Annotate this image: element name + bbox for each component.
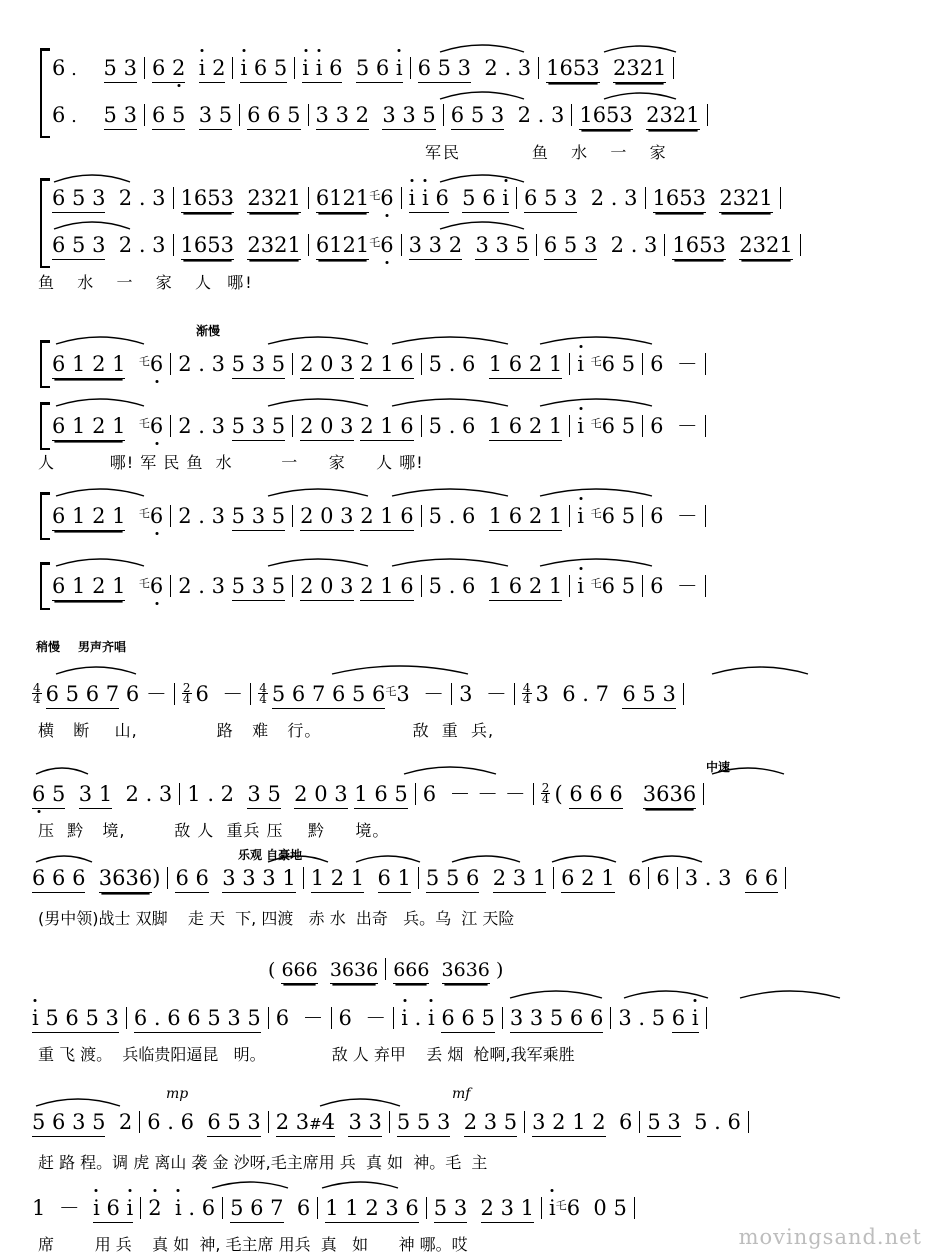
system-9-notes: 1 － i 6 i 2 i . 6 5 6 7 6 1 1 2 3 6 5 3 2 3 1 $i^乇6$ 0 5 bbox=[32, 1192, 642, 1222]
dynamic-mp: mp bbox=[166, 1086, 189, 1102]
system-2-upper-notes: 6 5 3 2 . 3 1653 2321 $6121^乇6$ i i 6 5 6 i 6 5 3 2 . 3 1653 2321 bbox=[52, 186, 788, 210]
system-7-lyrics: 重 飞 渡。 兵临贵阳逼昆 明。 敌 人 弃甲 丢 烟 枪啊,我军乘胜 bbox=[38, 1045, 575, 1064]
system-brace-5 bbox=[40, 492, 42, 540]
system-5-notes: 6 5 3 1 2 . 3 1 . 2 3 5 2 0 3 1 6 5 6 － － － 2 4 ( 6 6 6 3636 bbox=[32, 778, 711, 808]
expression-mark-leguan-zihaodi: 乐观 自豪地 bbox=[238, 848, 303, 862]
system-3-lyrics: 人 哪! 军 民 鱼 水 一 家 人 哪! bbox=[38, 453, 424, 472]
system-3-voice-3-notes: 6 1 2 1 $^乇$6 2 . 3 5 3 5 2 0 3 2 1 6 5 . 6 1 6 2 1 i $^乇$6 5 6 － bbox=[52, 500, 713, 530]
system-3-voice-2-notes: 6 1 2 1 $^乇$6 2 . 3 5 3 5 2 0 3 2 1 6 5 . 6 1 6 2 1 i $^乇$6 5 6 － bbox=[52, 410, 713, 440]
tempo-mark-zhongsu: 中速 bbox=[706, 760, 731, 774]
system-4-lyrics: 横 断 山, 路 难 行。 敌 重 兵, bbox=[38, 721, 495, 740]
system-6-notes: 6 6 6 3636) 6 6 3 3 3 1 1 2 1 6 1 5 5 6 2 3 1 6 2 1 6 6 3 . 3 6 6 bbox=[32, 866, 793, 890]
system-6-lyrics: (男中领)战士 双脚 走 天 下, 四渡 赤 水 出奇 兵。乌 江 天险 bbox=[38, 909, 515, 928]
system-1-upper-notes: 6 . 5 3 6 2 i 2 i 6 5 i i 6 5 6 i 6 5 3 2 . 3 1653 2321 bbox=[52, 56, 681, 80]
system-brace-2 bbox=[40, 178, 42, 268]
dynamic-mf: mf bbox=[452, 1086, 471, 1102]
system-8-lyrics: 赶 路 程。调 虎 离山 袭 金 沙呀,毛主席用 兵 真 如 神。毛 主 bbox=[38, 1153, 488, 1172]
system-4-notes: 4 4 6 5 6 7 6 － 2 4 6 － 4 4 5 6 7 6 5 $6^乇3 - 3$ － 4 4 3 6 . 7 6 5 3 bbox=[32, 678, 691, 708]
system-5-lyrics: 压 黔 境, 敌 人 重兵 压 黔 境。 bbox=[38, 821, 390, 840]
system-3-voice-4-notes: 6 1 2 1 $^乇$6 2 . 3 5 3 5 2 0 3 2 1 6 5 . 6 1 6 2 1 i $^乇$6 5 6 － bbox=[52, 570, 713, 600]
system-7-interlude: ( 666 3636 666 3636 ) bbox=[268, 958, 503, 981]
system-7-notes: i 5 6 5 3 6 . 6 6 5 3 5 6 － 6 － i . i 6 6 5 3 3 5 6 6 3 . 5 6 i bbox=[32, 1002, 714, 1032]
system-9-lyrics: 席 用 兵 真 如 神, 毛主席 用兵 真 如 神 哪。哎 bbox=[38, 1235, 468, 1254]
tempo-mark-shaoman: 稍慢 bbox=[36, 640, 61, 654]
system-brace-1 bbox=[40, 48, 42, 138]
system-brace-3 bbox=[40, 340, 42, 388]
system-2-lower-notes: 6 5 3 2 . 3 1653 2321 $6121^乇6$ 3 3 2 3 3 5 6 5 3 2 . 3 1653 2321 bbox=[52, 233, 808, 257]
performance-mark-male-unison: 男声齐唱 bbox=[78, 640, 127, 654]
system-1-lower-notes: 6 . 5 3 6 5 3 5 6 6 5 3 3 2 3 3 5 6 5 3 2 . 3 1653 2321 bbox=[52, 103, 715, 127]
watermark: movingsand.net bbox=[738, 1225, 922, 1249]
tempo-mark-jianman: 渐慢 bbox=[196, 324, 221, 338]
system-8-notes: 5 6 3 5 2 6 . 6 6 5 3 2 3#4 3 3 5 5 3 2 3 5 3 2 1 2 6 5 3 5 . 6 bbox=[32, 1110, 756, 1134]
system-brace-4 bbox=[40, 402, 42, 450]
system-brace-6 bbox=[40, 562, 42, 610]
system-3-voice-1-notes: 6 1 2 1 $^乇$6 2 . 3 5 3 5 2 0 3 2 1 6 5 . 6 1 6 2 1 i $^乇$6 5 6 － bbox=[52, 348, 713, 378]
system-2-lyrics: 鱼 水 一 家 人 哪! bbox=[38, 273, 254, 292]
system-1-lyrics: 军民 鱼 水 一 家 bbox=[425, 143, 668, 162]
